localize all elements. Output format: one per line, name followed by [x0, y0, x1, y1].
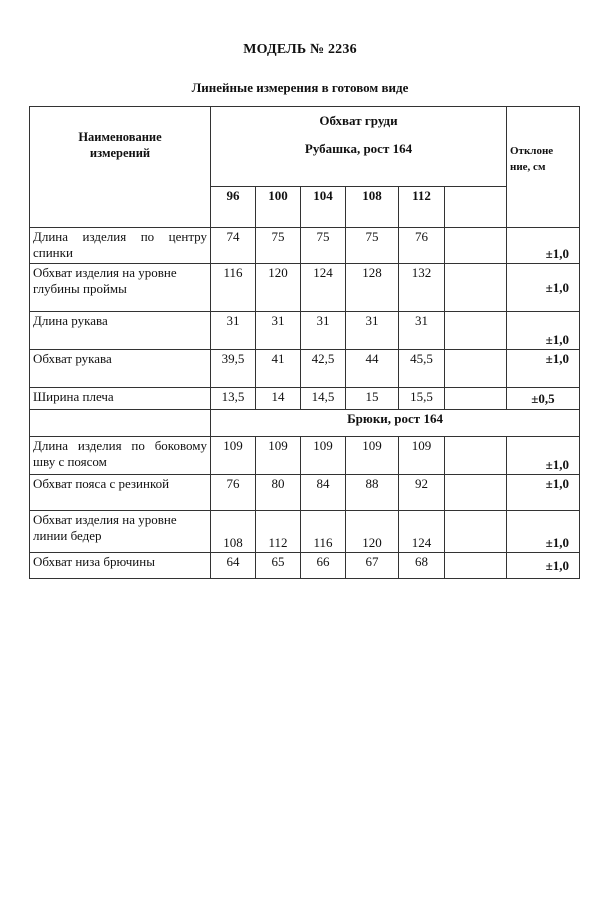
empty-cell	[445, 228, 507, 264]
size-header: 104	[301, 187, 346, 228]
measurement-name: Обхват изделия на уровне линии бедер	[30, 511, 211, 553]
empty-cell	[445, 475, 507, 511]
table-row	[30, 475, 580, 511]
table-row	[30, 388, 580, 410]
deviation-value: ±1,0	[507, 264, 580, 312]
measurement-value: 84	[301, 475, 346, 511]
measurement-value: 76	[399, 228, 445, 264]
measurement-value: 109	[256, 437, 301, 475]
document-subtitle: Линейные измерения в готовом виде	[191, 80, 409, 95]
pants-section-title: Брюки, рост 164	[211, 410, 580, 437]
measurement-value: 116	[211, 264, 256, 312]
empty-cell	[445, 350, 507, 388]
measurement-value: 124	[301, 264, 346, 312]
measurement-value: 75	[301, 228, 346, 264]
empty-cell	[445, 388, 507, 410]
header-deviation-line1: Отклоне	[510, 145, 554, 157]
header-group-title: Обхват груди	[319, 113, 398, 128]
empty-cell	[445, 511, 507, 553]
deviation-value: ±1,0	[507, 228, 580, 264]
measurement-value: 31	[301, 312, 346, 350]
deviation-value: ±1,0	[507, 312, 580, 350]
measurement-name: Длина рукава	[30, 312, 211, 350]
measurement-name: Обхват низа брючины	[30, 553, 211, 579]
measurement-value: 41	[256, 350, 301, 388]
measurement-value: 109	[211, 437, 256, 475]
size-header: 100	[256, 187, 301, 228]
measurement-value: 15	[346, 388, 399, 410]
table-row	[30, 553, 580, 579]
deviation-value: ±1,0	[507, 511, 580, 553]
measurement-name: Обхват изделия на уровне глубины проймы	[30, 264, 211, 312]
measurement-value: 31	[211, 312, 256, 350]
header-chest-group	[211, 107, 507, 187]
measurement-value: 132	[399, 264, 445, 312]
deviation-value: ±0,5	[507, 388, 580, 410]
empty-cell	[445, 187, 507, 228]
header-shirt-section: Рубашка, рост 164	[304, 141, 413, 156]
measurements-table	[29, 106, 580, 579]
measurement-value: 65	[256, 553, 301, 579]
measurement-value: 44	[346, 350, 399, 388]
measurement-value: 75	[256, 228, 301, 264]
measurement-value: 14,5	[301, 388, 346, 410]
empty-cell	[30, 410, 211, 437]
deviation-value: ±1,0	[507, 475, 580, 511]
measurement-value: 109	[346, 437, 399, 475]
table-row	[30, 264, 580, 312]
measurement-name: Длина изделия по центру спинки	[30, 228, 211, 264]
measurement-value: 120	[346, 511, 399, 553]
empty-cell	[445, 312, 507, 350]
measurement-value: 15,5	[399, 388, 445, 410]
size-header: 96	[211, 187, 256, 228]
measurement-value: 109	[301, 437, 346, 475]
table-row	[30, 350, 580, 388]
measurement-value: 74	[211, 228, 256, 264]
deviation-value: ±1,0	[507, 553, 580, 579]
measurement-value: 14	[256, 388, 301, 410]
measurement-value: 80	[256, 475, 301, 511]
measurement-value: 31	[256, 312, 301, 350]
section-row	[30, 410, 580, 437]
deviation-value: ±1,0	[507, 350, 580, 388]
measurement-value: 116	[301, 511, 346, 553]
measurement-value: 76	[211, 475, 256, 511]
measurement-value: 39,5	[211, 350, 256, 388]
measurement-value: 120	[256, 264, 301, 312]
measurement-value: 31	[399, 312, 445, 350]
header-name-line1: Наименование	[78, 130, 162, 144]
empty-cell	[445, 553, 507, 579]
measurement-value: 45,5	[399, 350, 445, 388]
document-title: МОДЕЛЬ № 2236	[243, 42, 357, 57]
measurement-name: Ширина плеча	[30, 388, 211, 410]
table-row	[30, 437, 580, 475]
measurement-value: 124	[399, 511, 445, 553]
measurement-name: Обхват пояса с резинкой	[30, 475, 211, 511]
measurement-name: Длина изделия по боковому шву с поясом	[30, 437, 211, 475]
measurement-value: 42,5	[301, 350, 346, 388]
measurement-value: 108	[211, 511, 256, 553]
measurement-value: 88	[346, 475, 399, 511]
header-deviation-line2: ние, см	[510, 161, 546, 173]
measurement-value: 128	[346, 264, 399, 312]
measurement-value: 109	[399, 437, 445, 475]
measurement-value: 31	[346, 312, 399, 350]
measurement-value: 67	[346, 553, 399, 579]
table-row	[30, 312, 580, 350]
header-name-line2: измерений	[89, 146, 151, 160]
measurement-value: 64	[211, 553, 256, 579]
measurement-value: 92	[399, 475, 445, 511]
table-row	[30, 228, 580, 264]
empty-cell	[445, 437, 507, 475]
measurement-name: Обхват рукава	[30, 350, 211, 388]
table-row	[30, 511, 580, 553]
header-deviation	[507, 107, 580, 228]
deviation-value: ±1,0	[507, 437, 580, 475]
measurement-value: 66	[301, 553, 346, 579]
size-header: 108	[346, 187, 399, 228]
header-measurement-name	[30, 107, 211, 228]
measurement-value: 112	[256, 511, 301, 553]
measurement-value: 68	[399, 553, 445, 579]
empty-cell	[445, 264, 507, 312]
measurement-value: 13,5	[211, 388, 256, 410]
size-header: 112	[399, 187, 445, 228]
measurement-value: 75	[346, 228, 399, 264]
